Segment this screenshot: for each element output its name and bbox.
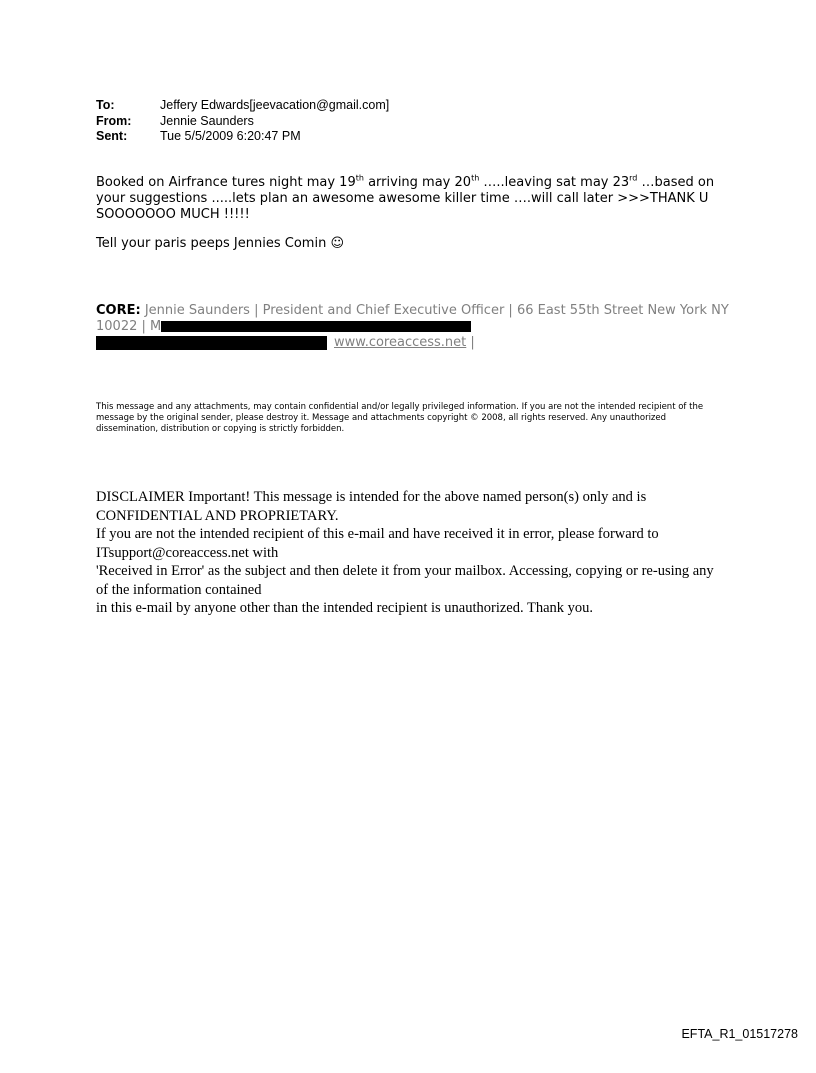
- disclaimer-line-4: in this e-mail by anyone other than the intended recipient is unauthorized. Thank you.: [96, 600, 594, 616]
- signature-trail: |: [466, 335, 475, 350]
- redaction-bar-2: [96, 336, 327, 350]
- to-value: Jeffery Edwards[jeevacation@gmail.com]: [160, 98, 390, 112]
- sent-row: [96, 129, 389, 145]
- website-link[interactable]: www.coreaccess.net: [334, 335, 467, 350]
- message-paragraph-1: [96, 175, 736, 223]
- p1-part-c: …..leaving sat may 23: [479, 175, 630, 190]
- from-value: Jennie Saunders: [160, 113, 254, 128]
- confidentiality-notice: This message and any attachments, may contain confidential and/or legally privileged information. If you are not the intended recipient of the message by the original sender, please destroy it. Message and attachments copyright © 2008, all rights reserved. Any unauthorized dissemination, distribution or copying is strictly forbidden.: [96, 402, 704, 434]
- sent-value: Tue 5/5/2009 6:20:47 PM: [160, 129, 301, 143]
- disclaimer-block: [96, 488, 726, 618]
- signature-core-label: CORE:: [96, 303, 141, 318]
- p1-part-d: …based on your suggestions .....lets plan an awesome awesome killer time ….will call later >>>THANK U SOOOOOOO MUCH !!!!!: [96, 175, 715, 222]
- p1-part-b: arriving may 20: [363, 175, 472, 190]
- p1-part-a: Booked on Airfrance tures night may 19: [96, 175, 356, 190]
- to-row: [96, 98, 389, 114]
- disclaimer-line-2: If you are not the intended recipient of this e-mail and have received it in error, please forward to ITsupport@coreaccess.net with: [96, 526, 659, 561]
- email-header: [96, 98, 389, 145]
- p1-sup-3: rd: [629, 173, 638, 183]
- to-label: To:: [96, 98, 115, 112]
- p1-sup-1: th: [355, 173, 364, 183]
- sent-label: Sent:: [96, 129, 128, 143]
- disclaimer-line-1: DISCLAIMER Important! This message is intended for the above named person(s) only and is CONFIDENTIAL AND PROPRIETARY.: [96, 489, 647, 524]
- from-label: From:: [96, 113, 132, 128]
- from-row: [96, 114, 389, 130]
- redaction-bar-1: [161, 321, 471, 332]
- bates-number: EFTA_R1_01517278: [681, 1027, 798, 1041]
- signature-line: Jennie Saunders | President and Chief Executive Officer | 66 East 55th Street New York NY 10022 | M: [96, 303, 729, 334]
- message-paragraph-2: Tell your paris peeps Jennies Comin ☺: [96, 236, 344, 251]
- disclaimer-line-3: 'Received in Error' as the subject and then delete it from your mailbox. Accessing, copying or re-using any of the information contained: [96, 563, 714, 598]
- email-signature: [96, 303, 736, 351]
- p1-sup-2: th: [471, 173, 480, 183]
